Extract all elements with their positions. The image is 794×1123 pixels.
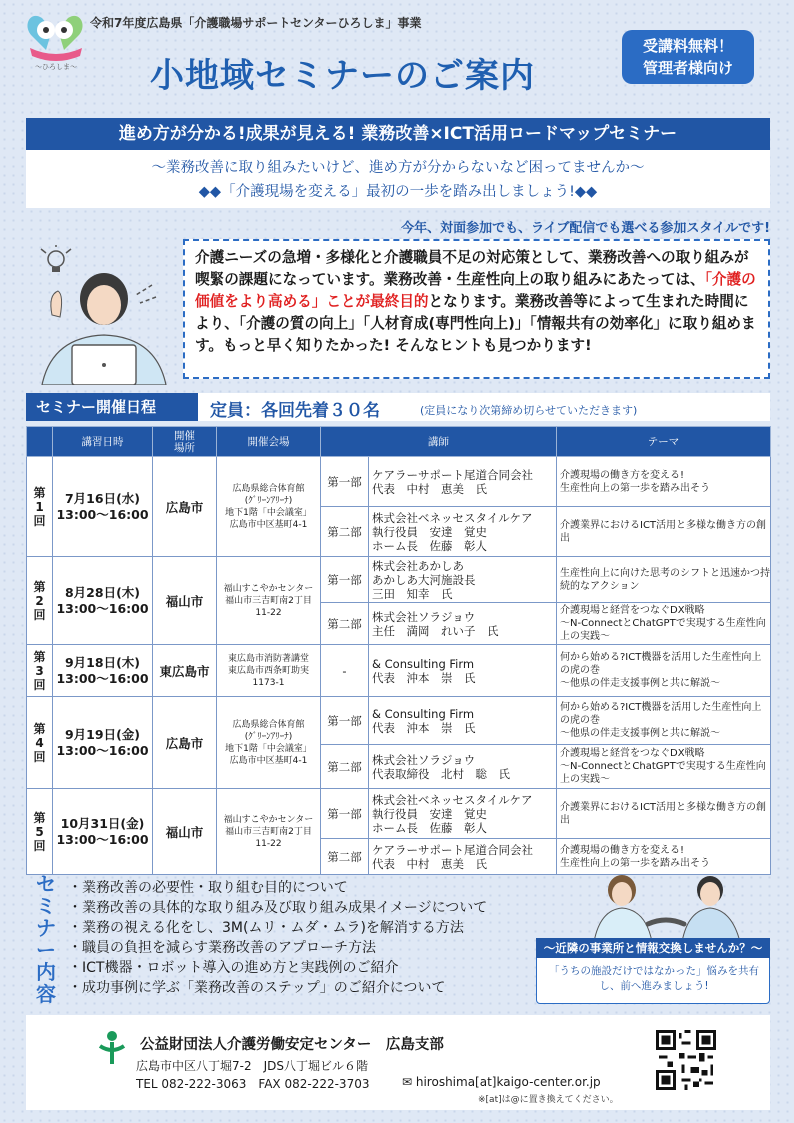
session-5-part-1: 第一部 (321, 789, 369, 839)
header-lecturer: 講師 (321, 427, 557, 457)
list-item: ・職員の負担を減らす業務改善のアプローチ方法 (68, 940, 376, 956)
session-3-venue: 東広島市消防著講堂 東広島市西条町助実 1173-1 (217, 645, 321, 697)
session-1-datetime: 7月16日(水) 13:00〜16:00 (53, 457, 153, 557)
table-row (27, 645, 771, 697)
capacity-note: (定員になり次第締め切らせていただきます) (420, 404, 638, 417)
session-2-lecturer-2: 株式会社ソラジョウ 主任 満岡 れい子 氏 (369, 603, 557, 645)
intro-text-part1: 介護ニーズの急増・多様化と介護職員不足の対応策として、業務改善への取り組みが喫緊の課題になっています。業務改善・生産性向上の取り組みにあたっては、 (195, 249, 749, 288)
list-item: ・ICT機器・ロボット導入の進め方と実践例のご紹介 (68, 960, 399, 976)
session-3-datetime: 9月18日(木) 13:00〜16:00 (53, 645, 153, 697)
session-2-venue: 福山すこやかセンター 福山市三吉町南2丁目 11-22 (217, 557, 321, 645)
session-5-theme-1: 介護業界におけるICT活用と多様な働き方の創出 (557, 789, 771, 839)
organization-address: 広島市中区八丁堀7-2 JDS八丁堀ビル６階 (136, 1059, 368, 1073)
session-1-venue: 広島県総合体育館 (ｸﾞﾘｰﾝｱﾘｰﾅ) 地下1階「中会議室」 広島市中区基町4-1 (217, 457, 321, 557)
session-1-lecturer-1: ケアラーサポート尾道合同会社 代表 中村 恵美 氏 (369, 457, 557, 507)
page-title: 小地域セミナーのご案内 (150, 56, 535, 96)
person-with-laptop-illustration (12, 245, 177, 385)
table-row (27, 789, 771, 839)
session-4-part-2: 第二部 (321, 745, 369, 789)
header-place: 開催 場所 (153, 427, 217, 457)
list-item: ・成功事例に学ぶ「業務改善のステップ」のご紹介について (68, 980, 446, 996)
support-center-logo (22, 10, 90, 74)
session-4-part-1: 第一部 (321, 697, 369, 745)
intro-text-box (183, 239, 770, 379)
session-5-lecturer-2: ケアラーサポート尾道合同会社 代表 中村 恵美 氏 (369, 839, 557, 875)
session-1-part-1: 第一部 (321, 457, 369, 507)
header-theme: テーマ (557, 427, 771, 457)
session-4-theme-1: 何から始める?ICT機器を活用した生産性向上の虎の巻 〜他県の伴走支援事例と共に解説〜 (557, 697, 771, 745)
session-5-theme-2: 介護現場の働き方を変える! 生産性向上の第一歩を踏み出そう (557, 839, 771, 875)
session-5-venue: 福山すこやかセンター 福山市三吉町南2丁目 11-22 (217, 789, 321, 875)
seminar-headline: 進め方が分かる!成果が見える! 業務改善×ICT活用ロードマップセミナー (26, 118, 770, 150)
session-3-lecturer-1: & Consulting Firm 代表 沖本 崇 氏 (369, 645, 557, 697)
session-2-part-2: 第二部 (321, 603, 369, 645)
free-badge (622, 30, 754, 84)
session-5-part-2: 第二部 (321, 839, 369, 875)
people-meeting-illustration (560, 872, 770, 942)
participation-style-note: 今年、対面参加でも、ライブ配信でも選べる参加スタイルです! (401, 221, 770, 236)
capacity-text: 定員：各回先着３０名 (210, 401, 380, 421)
project-kicker: 令和7年度広島県「介護職場サポートセンターひろしま」事業 (90, 16, 422, 30)
session-1-lecturer-2: 株式会社ベネッセスタイルケア 執行役員 安達 覚史 ホーム長 佐藤 彰人 (369, 507, 557, 557)
session-3-number: 第 3 回 (27, 645, 53, 697)
badge-line-2: 管理者様向け (642, 59, 733, 77)
session-4-venue: 広島県総合体育館 (ｸﾞﾘｰﾝｱﾘｰﾅ) 地下1階「中会議室」 広島市中区基町4-1 (217, 697, 321, 789)
session-4-place: 広島市 (153, 697, 217, 789)
email-note: ※[at]は@に置き換えてください。 (478, 1095, 619, 1105)
organization-name: 公益財団法人介護労働安定センター 広島支部 (140, 1037, 444, 1053)
exchange-title: 〜近隣の事業所と情報交換しませんか？〜 (536, 938, 770, 958)
session-1-part-2: 第二部 (321, 507, 369, 557)
table-row (27, 457, 771, 507)
schedule-table (26, 426, 771, 875)
list-item: ・業務改善の具体的な取り組み及び取り組み成果イメージについて (68, 900, 488, 916)
session-4-lecturer-1: & Consulting Firm 代表 沖本 崇 氏 (369, 697, 557, 745)
table-row (27, 557, 771, 603)
table-header-row (27, 427, 771, 457)
header-venue: 開催会場 (217, 427, 321, 457)
table-row (27, 697, 771, 745)
seminar-contents-label-text: セミナー内容 (36, 872, 56, 1006)
session-4-number: 第 4 回 (27, 697, 53, 789)
schedule-tab-label: セミナー開催日程 (26, 393, 198, 421)
session-3-part-1: - (321, 645, 369, 697)
intro-text-part2: となります。業務改善等によって生まれた時間により、「介護の質の向上」「人材育成(専門性向上)」「情報共有の効率化」に取り組めます。もっと早く知りたかった! そんなヒントも見つかります! (195, 293, 756, 354)
session-1-theme-2: 介護業界におけるICT活用と多様な働き方の創出 (557, 507, 771, 557)
session-4-datetime: 9月19日(金) 13:00〜16:00 (53, 697, 153, 789)
session-5-place: 福山市 (153, 789, 217, 875)
list-item: ・業務改善の必要性・取り組む目的について (68, 880, 348, 896)
list-item: ・業務の視える化をし、3M(ムリ・ムダ・ムラ)を解消する方法 (68, 920, 464, 936)
header-date: 講習日時 (53, 427, 153, 457)
session-2-part-1: 第一部 (321, 557, 369, 603)
banner-subline-1: 〜業務改善に取り組みたいけど、進め方が分からないなど困ってませんか〜 (151, 160, 645, 176)
organization-logo-icon (96, 1030, 128, 1064)
seminar-contents-list (68, 878, 487, 998)
session-3-theme-1: 何から始める?ICT機器を活用した生産性向上の虎の巻 〜他県の伴走支援事例と共に解説〜 (557, 645, 771, 697)
session-3-place: 東広島市 (153, 645, 217, 697)
session-2-theme-1: 生産性向上に向けた思考のシフトと迅速かつ持続的なアクション (557, 557, 771, 603)
session-1-place: 広島市 (153, 457, 217, 557)
session-1-theme-1: 介護現場の働き方を変える! 生産性向上の第一歩を踏み出そう (557, 457, 771, 507)
session-2-datetime: 8月28日(木) 13:00〜16:00 (53, 557, 153, 645)
session-2-number: 第 2 回 (27, 557, 53, 645)
session-5-datetime: 10月31日(金) 13:00〜16:00 (53, 789, 153, 875)
badge-line-1: 受講料無料！ (642, 37, 733, 55)
organization-phone: TEL 082-222-3063 FAX 082-222-3703 (136, 1077, 370, 1091)
session-2-theme-2: 介護現場と経営をつなぐDX戦略 〜N-ConnectとChatGPTで実現する生産性向上の実践〜 (557, 603, 771, 645)
session-4-lecturer-2: 株式会社ソラジョウ 代表取締役 北村 聡 氏 (369, 745, 557, 789)
organization-email[interactable]: ✉ hiroshima[at]kaigo-center.or.jp (402, 1075, 601, 1089)
exchange-body: 「うちの施設だけではなかった」悩みを共有し、前へ進みましょう! (549, 965, 759, 992)
header-no (27, 427, 53, 457)
session-5-lecturer-1: 株式会社ベネッセスタイルケア 執行役員 安達 覚史 ホーム長 佐藤 彰人 (369, 789, 557, 839)
session-5-number: 第 5 回 (27, 789, 53, 875)
banner-subline-2: ◆◆「介護現場を変える」最初の一歩を踏み出しましょう!◆◆ (198, 184, 598, 200)
session-2-lecturer-1: 株式会社あかしあ あかしあ大河施設長 三田 知幸 氏 (369, 557, 557, 603)
qr-code-icon[interactable] (656, 1030, 716, 1090)
intro-highlight: 「介護の価値をより高める」ことが最終目的 (195, 271, 756, 310)
session-2-place: 福山市 (153, 557, 217, 645)
session-1-number: 第 1 回 (27, 457, 53, 557)
session-4-theme-2: 介護現場と経営をつなぐDX戦略 〜N-ConnectとChatGPTで実現する生産性向上の実践〜 (557, 745, 771, 789)
logo-caption: 〜ひろしま〜 (35, 63, 77, 71)
seminar-contents-label (26, 873, 66, 1005)
